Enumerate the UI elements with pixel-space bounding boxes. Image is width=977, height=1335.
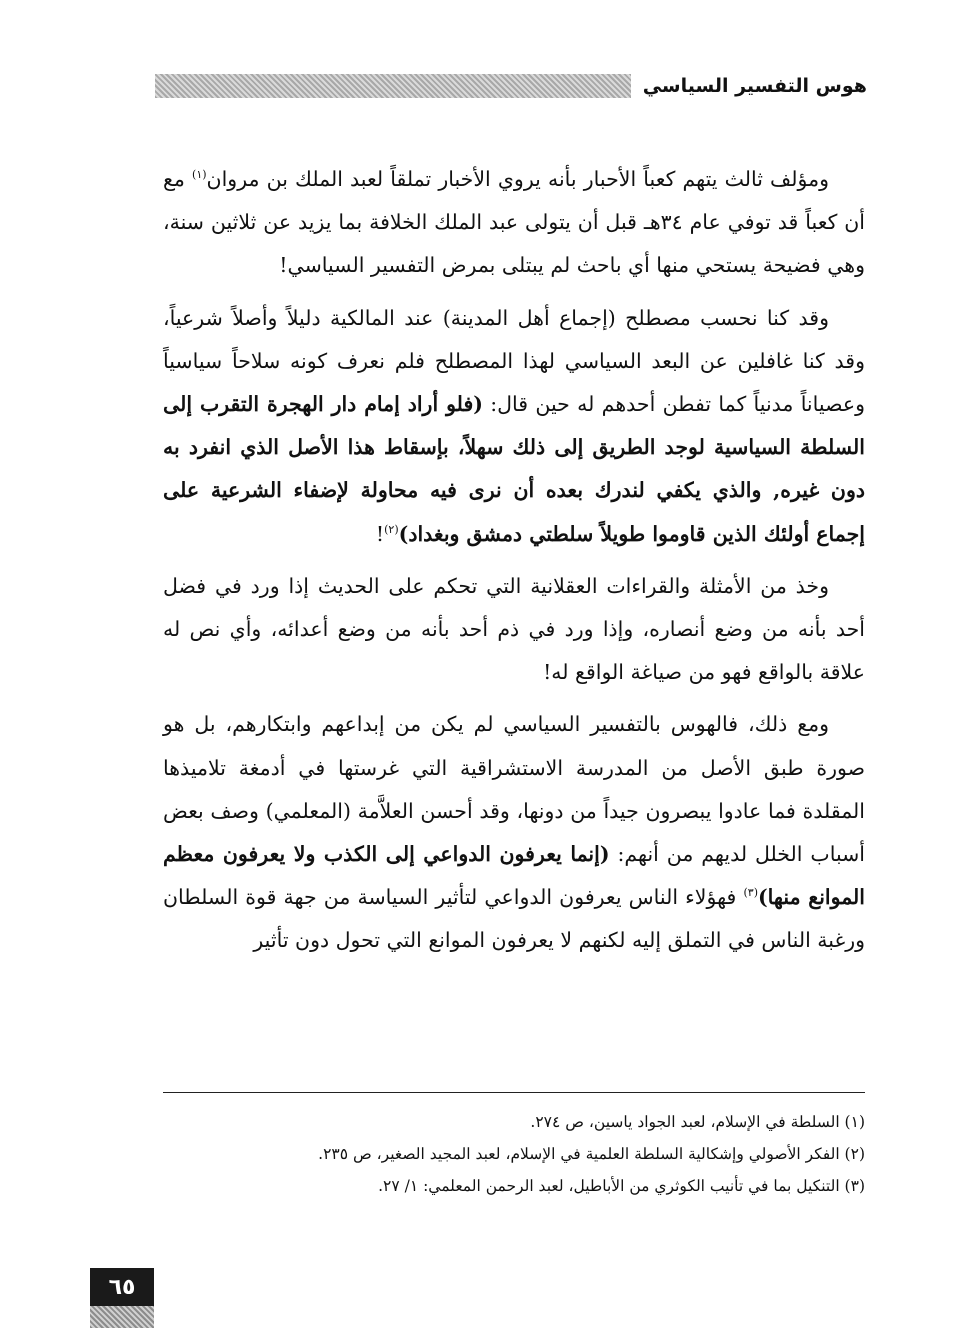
paragraph-1: [163, 158, 865, 288]
paragraph-3-text: وخذ من الأمثلة والقراءات العقلانية التي تحكم على الحديث إذا ورد في فضل أحد بأنه من وضع أنصاره، وإذا ورد في ذم أحد بأنه من وضع أعدائه، وأي نص له علاقة بالواقع فهو من صياغة الواقع له!: [163, 573, 865, 685]
footnote-2: (٢) الفكر الأصولي وإشكالية السلطة العلمية في الإسلام، لعبد المجيد الصغير، ص ٢٣٥.: [318, 1145, 865, 1163]
paragraph-4-quote: (إنما يعرفون الدواعي إلى الكذب ولا يعرفون معظم الموانع منها): [163, 842, 865, 910]
footnote-1: (١) السلطة في الإسلام، لعبد الجواد ياسين، ص ٢٧٤.: [530, 1113, 865, 1131]
paragraph-4-text-a: ومع ذلك، فالهوس بالتفسير السياسي لم يكن من إبداعهم وابتكارهم، بل هو صورة طبق الأصل من المدرسة الاستشراقية التي غرستها في أدمغة تلاميذها المقلدة فما عادوا يبصرون جيداً من دونها، وقد أحسن العلاَّمة (المعلمي) وصف بعض أسباب الخلل لديهم من أنهم:: [163, 712, 866, 867]
footnote-3: (٣) التنكيل بما في تأنيب الكوثري من الأباطيل، لعبد الرحمن المعلمي: ١/ ٢٧.: [378, 1177, 865, 1195]
paragraph-4: [163, 703, 865, 962]
page-number: [90, 1268, 154, 1306]
page-header: [155, 64, 867, 108]
running-title: هوس التفسير السياسي: [642, 75, 867, 97]
paragraph-3: [163, 565, 865, 695]
paragraph-2: [163, 297, 865, 556]
paragraph-2-text-a: وقد كنا نحسب مصطلح (إجماع أهل المدينة) عند المالكية دليلاً وأصلاً شرعياً، وقد كنا غافلين عن البعد السياسي لهذا المصطلح فلم نعرف كونه سلاحاً سياسياً وعصياناً مدنياً كما تفطن أحدهم له حين قال:: [163, 305, 865, 417]
paragraph-2-quote: (فلو أراد إمام دار الهجرة التقرب إلى السلطة السياسية لوجد الطريق إلى ذلك سهلاً، بإسقاط هذا الأصل الذي انفرد به دون غيره, والذي يكفي لندرك بعده أن نرى فيه محاولة لإضفاء الشرعية على إجماع أولئك الذين قاوموا طويلاً سلطتي دمشق وبغداد): [163, 392, 865, 546]
page-number-decoration: [90, 1306, 154, 1328]
paragraph-1-text-a: ومؤلف ثالث يتهم كعباً الأحبار بأنه يروي الأخبار تملقاً لعبد الملك بن مروان: [206, 167, 829, 191]
paragraph-4-text-b: فهؤلاء الناس يعرفون الدواعي لتأثير السياسة من جهة قوة السلطان ورغبة الناس في التملق إليه لكنهم لا يعرفون الموانع التي تحول دون تأثير: [163, 885, 865, 953]
footnotes: [163, 1106, 865, 1202]
paragraph-1-text-b: مع أن كعباً قد توفي عام ٣٤هـ قبل أن يتولى عبد الملك الخلافة بما يزيد عن ثلاثين سنة، وهي فضيحة يستحي منها أي باحث لم يبتلى بمرض التفسير السياسي!: [163, 167, 865, 278]
body-text: [163, 158, 865, 972]
footnote-divider: [163, 1092, 865, 1093]
paragraph-2-text-b: !: [375, 521, 385, 546]
footnote-ref-2: (٢): [384, 522, 399, 536]
header-decorative-bar: [155, 74, 631, 98]
footnote-ref-1: (١): [192, 168, 207, 182]
footnote-ref-3: (٣): [743, 886, 758, 900]
page-number-text: ٦٥: [108, 1274, 136, 1300]
